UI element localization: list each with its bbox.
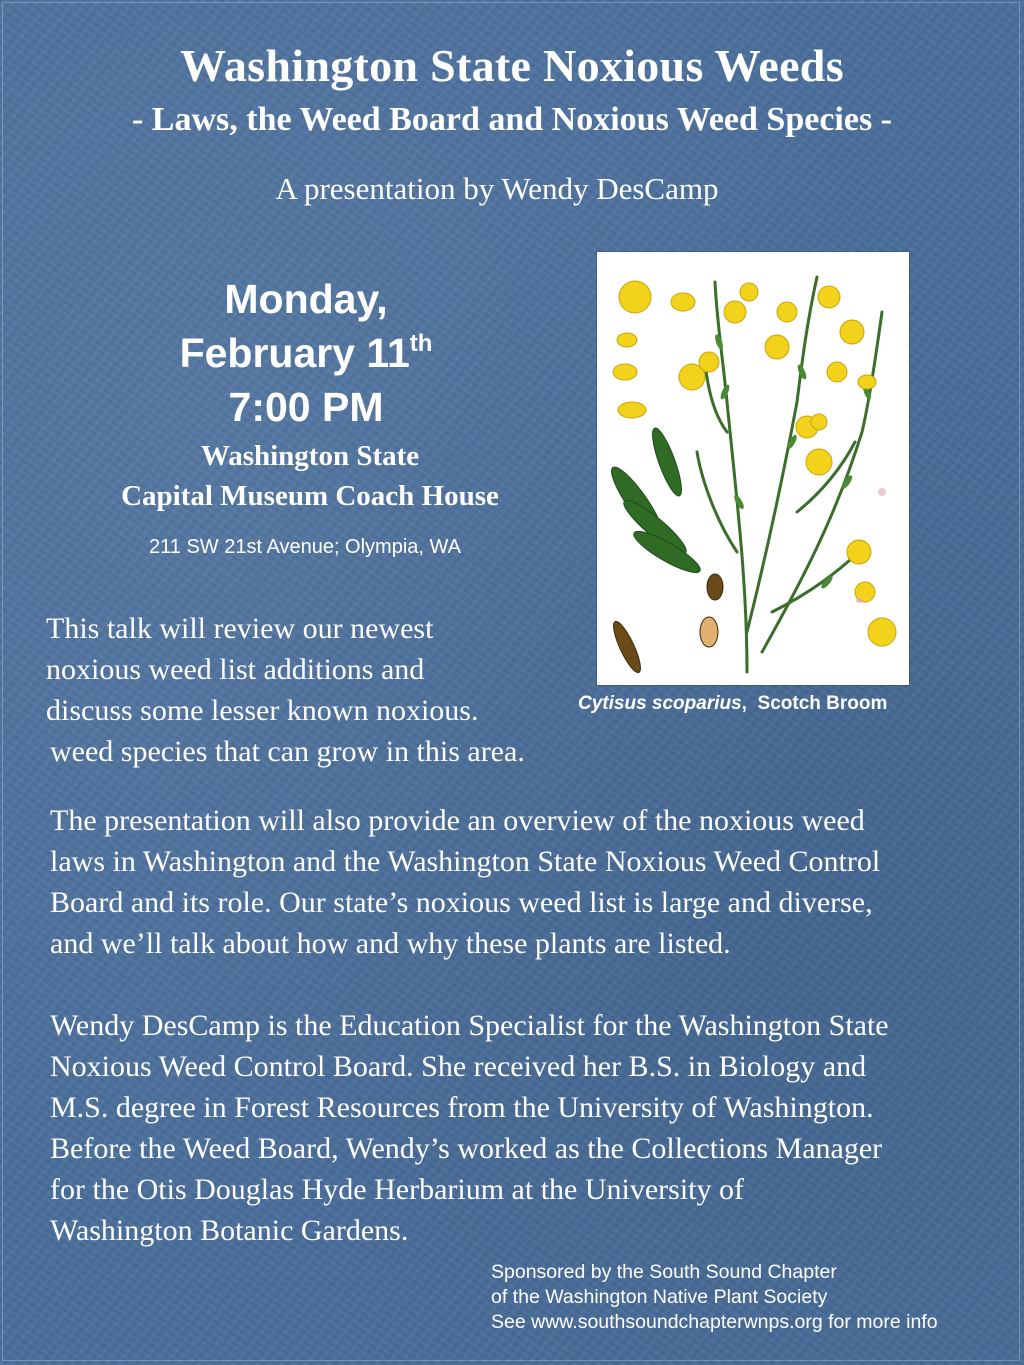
event-day: Monday, (224, 276, 388, 322)
speaker-bio-paragraph (50, 1005, 990, 1251)
overview-line: Board and its role. Our state’s noxious weed list is large and diverse, (50, 886, 873, 919)
bio-line: Noxious Weed Control Board. She received her B.S. in Biology and (50, 1050, 867, 1083)
event-time: 7:00 PM (228, 384, 384, 430)
overview-paragraph (50, 800, 990, 964)
event-date-line (60, 326, 552, 380)
caption-scientific-name: Cytisus scoparius (578, 693, 742, 714)
event-date: February 11 (179, 330, 410, 376)
bio-line: M.S. degree in Forest Resources from the University of Washington. (50, 1091, 874, 1124)
caption-separator: , (741, 693, 747, 714)
bio-line: Before the Weed Board, Wendy’s worked as the Collections Manager (50, 1132, 883, 1165)
page-subtitle: - Laws, the Weed Board and Noxious Weed Species - (131, 101, 893, 138)
bio-line: for the Otis Douglas Hyde Herbarium at the University of (50, 1173, 744, 1206)
sponsor-line-3: See www.southsoundchapterwnps.org for more info (491, 1311, 938, 1333)
intro-line: noxious weed list additions and (46, 653, 425, 686)
venue-line-1: Washington State (200, 440, 420, 472)
intro-paragraph (46, 608, 586, 772)
bio-line: Wendy DesCamp is the Education Specialist for the Washington State (50, 1009, 889, 1042)
scotch-broom-icon (597, 252, 909, 685)
byline-text: A presentation by Wendy DesCamp (275, 171, 719, 206)
event-address: 211 SW 21st Avenue; Olympia, WA (149, 536, 461, 558)
intro-line: discuss some lesser known noxious. (46, 694, 479, 727)
overview-line: laws in Washington and the Washington State Noxious Weed Control (50, 845, 881, 878)
sponsor-line-1: Sponsored by the South Sound Chapter (491, 1261, 837, 1283)
venue-line-2: Capital Museum Coach House (121, 480, 499, 512)
event-venue (60, 436, 560, 516)
page-title: Washington State Noxious Weeds (180, 40, 844, 91)
bio-line: Washington Botanic Gardens. (50, 1214, 409, 1247)
overview-line: The presentation will also provide an overview of the noxious weed (50, 804, 865, 837)
intro-line: This talk will review our newest (46, 612, 434, 645)
illustration-caption (578, 692, 887, 716)
caption-common-name: Scotch Broom (757, 693, 888, 714)
sponsor-note (491, 1260, 938, 1335)
scotch-broom-illustration (597, 252, 909, 685)
sponsor-line-2: of the Washington Native Plant Society (491, 1286, 828, 1308)
overview-line: and we’ll talk about how and why these plants are listed. (50, 927, 731, 960)
intro-line: weed species that can grow in this area. (50, 735, 525, 768)
event-date-time (60, 272, 552, 434)
presenter-byline (0, 170, 1024, 208)
event-date-suffix: th (409, 330, 433, 357)
